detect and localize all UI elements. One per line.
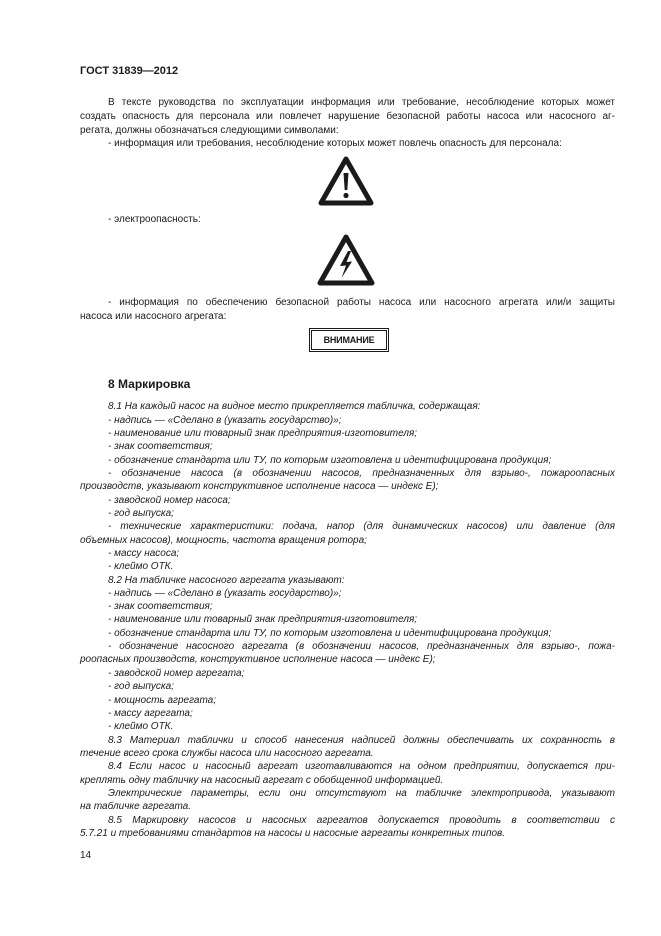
body-line: объемных насосов), мощность, частота вращения ротора; [80,535,367,546]
body-line: - надпись — «Сделано в (указать государство)»; [108,415,342,426]
intro-line: регата, должны обозначаться следующими символами: [80,125,339,136]
intro-line: - электроопасность: [108,214,201,225]
body-line: - обозначение насосного агрегата (в обозначении насосов, предназначенных для взрыво-, пожа- [108,641,615,652]
general-warning-icon [318,156,374,206]
body-line: креплять одну табличку на насосный агрегат с обобщенной информацией. [80,775,444,786]
body-line: 8.2 На табличке насосного агрегата указывают: [108,575,345,586]
body-line: - наименование или товарный знак предприятия-изготовителя; [108,428,418,439]
intro-line: В тексте руководства по эксплуатации информация или требование, несоблюдение которых может [108,97,615,108]
intro-line: - информация или требования, несоблюдение которых может повлечь опасность для персонала: [108,138,562,149]
intro-line: создать опасность для персонала или повлечет нарушение безопасной работы насоса или насосного аг- [80,111,615,122]
body-line: - знак соответствия; [108,601,213,612]
body-line: - год выпуска; [108,508,174,519]
body-line: - обозначение стандарта или ТУ, по которым изготовлена и идентифицирована продукция; [108,455,552,466]
body-line: - надпись — «Сделано в (указать государство)»; [108,588,342,599]
standard-header: ГОСТ 31839—2012 [80,65,179,77]
body-line: - заводской номер насоса; [108,495,231,506]
intro-line: насоса или насосного агрегата: [80,311,227,322]
body-line: роопасных производств, конструктивное исполнение насоса — индекс Е); [80,654,436,665]
body-line: - знак соответствия; [108,441,213,452]
body-line: - массу агрегата; [108,708,193,719]
attention-sign: ВНИМАНИЕ [309,328,389,352]
body-line: Электрические параметры, если они отсутствуют на табличке электропривода, указывают [108,788,615,799]
body-line: - год выпуска; [108,681,174,692]
body-line: 5.7.21 и требованиями стандартов на насосы и насосные агрегаты конкретных типов. [80,828,505,839]
body-line: - клеймо ОТК. [108,721,174,732]
body-line: - массу насоса; [108,548,180,559]
body-line: - обозначение насоса (в обозначении насосов, предназначенных для взрыво-, пожароопасных [108,468,615,479]
body-line: - заводской номер агрегата; [108,668,245,679]
page-number: 14 [80,850,92,861]
body-line: - мощность агрегата; [108,695,217,706]
body-line: на табличке агрегата. [80,801,192,812]
body-line: 8.5 Маркировку насосов и насосных агрегатов допускается проводить в соответствии с [108,815,615,826]
body-line: - технические характеристики: подача, напор (для динамических насосов) или давление (для [108,521,615,532]
body-line: - клеймо ОТК. [108,561,174,572]
intro-line: - информация по обеспечению безопасной работы насоса или насосного агрегата или/и защиты [108,297,615,308]
body-line: 8.1 На каждый насос на видное место прикрепляется табличка, содержащая: [108,401,481,412]
body-line: 8.4 Если насос и насосный агрегат изготавливаются на одном предприятии, допускается при- [108,761,615,772]
body-line: течение всего срока службы насоса или насосного агрегата. [80,748,374,759]
section-title: 8 Маркировка [108,377,191,391]
electrical-hazard-icon [317,234,375,286]
body-line: производств, указывают конструктивное исполнение насоса — индекс Е); [80,481,439,492]
body-line: - обозначение стандарта или ТУ, по которым изготовлена и идентифицирована продукция; [108,628,552,639]
body-line: - наименование или товарный знак предприятия-изготовителя; [108,614,418,625]
body-line: 8.3 Материал таблички и способ нанесения надписей должны обеспечивать их сохранность в [108,735,615,746]
